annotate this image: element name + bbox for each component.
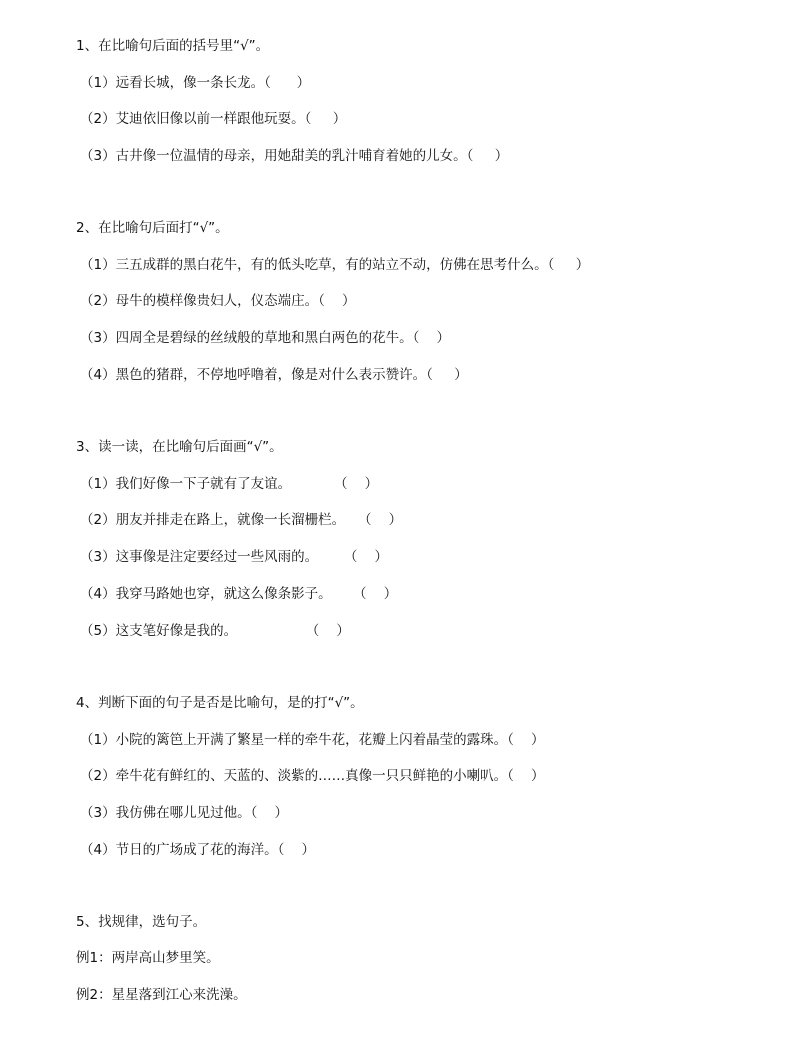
section-2-item-1: （1）三五成群的黑白花牛，有的低头吃草，有的站立不动，仿佛在思考什么。（ ） <box>80 257 590 273</box>
section-1-item-1: （1）远看长城，像一条长龙。（ ） <box>80 75 311 91</box>
section-3-heading: 3、读一读，在比喻句后面画“√”。 <box>76 439 283 455</box>
section-5-heading: 5、找规律，选句子。 <box>76 914 207 930</box>
section-3-item-3: （3）这事像是注定要经过一些风雨的。 （ ） <box>80 549 389 565</box>
section-4-item-3: （3）我仿佛在哪儿见过他。（ ） <box>80 805 289 821</box>
section-2-heading: 2、在比喻句后面打“√”。 <box>76 220 229 236</box>
section-5-example-1: 例1：两岸高山梦里笑。 <box>76 950 220 966</box>
section-4-item-4: （4）节日的广场成了花的海洋。（ ） <box>80 842 316 858</box>
section-1-item-2: （2）艾迪依旧像以前一样跟他玩耍。（ ） <box>80 111 347 127</box>
section-1-heading: 1、在比喻句后面的括号里“√”。 <box>76 38 270 54</box>
section-3-item-1: （1）我们好像一下子就有了友谊。 （ ） <box>80 476 379 492</box>
section-1-item-3: （3）古井像一位温情的母亲，用她甜美的乳汁哺育着她的儿女。（ ） <box>80 148 509 164</box>
section-2-item-4: （4）黑色的猪群，不停地呼噜着，像是对什么表示赞许。（ ） <box>80 367 468 383</box>
section-5-example-2: 例2：星星落到江心来洗澡。 <box>76 987 247 1003</box>
section-4-heading: 4、判断下面的句子是否是比喻句，是的打“√”。 <box>76 695 364 711</box>
section-3-item-4: （4）我穿马路她也穿，就这么像条影子。 （ ） <box>80 586 398 602</box>
section-3-item-5: （5）这支笔好像是我的。 （ ） <box>80 623 350 639</box>
section-4-item-1: （1）小院的篱笆上开满了繁星一样的牵牛花，花瓣上闪着晶莹的露珠。（ ） <box>80 732 545 748</box>
section-2-item-3: （3）四周全是碧绿的丝绒般的草地和黑白两色的花牛。（ ） <box>80 330 451 346</box>
section-4-item-2: （2）牵牛花有鲜红的、天蓝的、淡紫的……真像一只只鲜艳的小喇叭。（ ） <box>80 768 545 784</box>
section-2-item-2: （2）母牛的模样像贵妇人，仪态端庄。（ ） <box>80 293 356 309</box>
section-3-item-2: （2）朋友并排走在路上，就像一长溜栅栏。 （ ） <box>80 512 403 528</box>
